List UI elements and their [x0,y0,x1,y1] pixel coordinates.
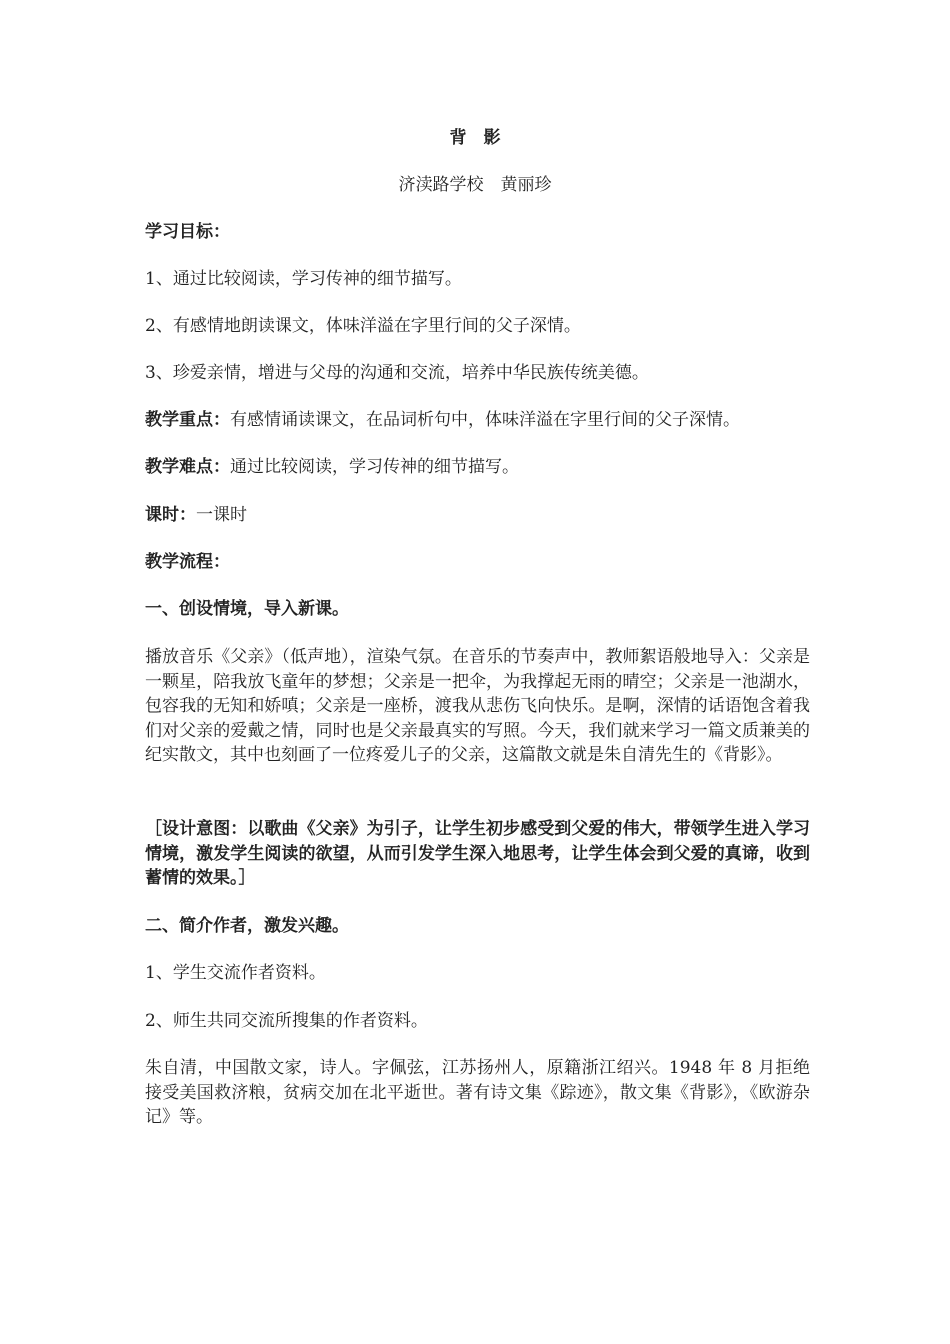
key-point-text: 有感情诵读课文，在品词析句中，体味洋溢在字里行间的父子深情。 [230,410,740,430]
author-line: 济渎路学校 黄丽珍 [398,175,552,195]
difficulty-line [145,457,810,477]
section1-heading: 一、创设情境，导入新课。 [145,599,349,619]
objective-item: 3、珍爱亲情，增进与父母的沟通和交流，培养中华民族传统美德。 [145,363,649,383]
difficulty-text: 通过比较阅读，学习传神的细节描写。 [230,457,519,477]
document-title: 背 影 [449,128,501,148]
period-line [145,505,810,525]
key-point-line [145,410,810,430]
section2-item: 1、学生交流作者资料。 [145,963,326,983]
period-label: 课时： [145,505,196,525]
section2-heading: 二、简介作者，激发兴趣。 [145,916,349,936]
author-bio: 朱自清，中国散文家，诗人。字佩弦，江苏扬州人，原籍浙江绍兴。1948 年 8 月拒绝接受美国救济粮，贫病交加在北平逝世。著有诗文集《踪迹》，散文集《背影》，《欧游杂记》等。 [145,1058,810,1128]
key-point-label: 教学重点： [145,410,230,430]
design-intent: ［设计意图：以歌曲《父亲》为引子，让学生初步感受到父爱的伟大，带领学生进入学习情境，激发学生阅读的欲望，从而引发学生深入地思考，让学生体会到父爱的真谛，收到蓄情的效果。］ [145,819,810,889]
section2-item: 2、师生共同交流所搜集的作者资料。 [145,1011,428,1031]
section1-paragraph: 播放音乐《父亲》（低声地），渲染气氛。在音乐的节奏声中，教师絮语般地导入：父亲是一颗星，陪我放飞童年的梦想；父亲是一把伞，为我撑起无雨的晴空；父亲是一池湖水，包容我的无知和娇嗔；父亲是一座桥，渡我从悲伤飞向快乐。是啊，深情的话语饱含着我们对父亲的爱戴之情，同时也是父亲最真实的写照。今天，我们就来学习一篇文质兼美的纪实散文，其中也刻画了一位疼爱儿子的父亲，这篇散文就是朱自清先生的《背影》。 [145,647,810,766]
difficulty-label: 教学难点： [145,457,230,477]
objective-item: 2、有感情地朗读课文，体味洋溢在字里行间的父子深情。 [145,316,581,336]
period-text: 一课时 [196,505,247,525]
objectives-heading: 学习目标： [145,222,230,242]
process-heading: 教学流程： [145,552,230,572]
objective-item: 1、通过比较阅读，学习传神的细节描写。 [145,269,462,289]
